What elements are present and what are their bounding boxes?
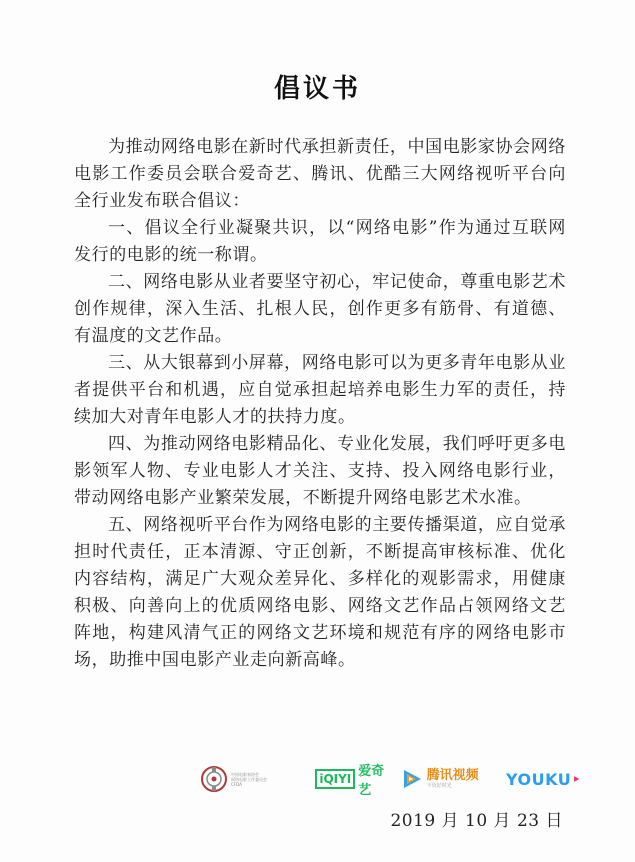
youku-name: YOUKU bbox=[505, 769, 572, 789]
proposal-item-1: 一、倡议全行业凝聚共识，以“网络电影”作为通过互联网发行的电影的统一称谓。 bbox=[74, 218, 566, 265]
tencent-name: 腾讯视频 bbox=[426, 768, 479, 783]
tencent-slogan: 不负好时光 bbox=[426, 783, 452, 789]
document-date: 2019 月 10 月 23 日 bbox=[390, 811, 563, 831]
document-body bbox=[74, 134, 566, 674]
cfa-line-2: 网络电影工作委员会 bbox=[231, 776, 267, 782]
intro-paragraph: 为推动网络电影在新时代承担新责任，中国电影家协会网络电影工作委员会联合爱奇艺、腾讯、优酷三大网络视听平台向全行业发布联合倡议： bbox=[74, 137, 566, 211]
sponsor-logos bbox=[200, 762, 580, 796]
iqiyi-logo bbox=[315, 762, 395, 796]
cfa-line-3: CFDA bbox=[231, 781, 242, 787]
tencent-play-icon bbox=[401, 768, 423, 790]
youku-play-icon bbox=[573, 773, 580, 785]
tencent-video-logo bbox=[401, 762, 501, 796]
proposal-item-4: 四、为推动网络电影精品化、专业化发展，我们呼吁更多电影领军人物、专业电影人才关注、支持、投入网络电影行业，带动网络电影产业繁荣发展，不断提升网络电影艺术水准。 bbox=[74, 434, 566, 508]
document-title: 倡议书 bbox=[273, 74, 361, 104]
proposal-item-5: 五、网络视听平台作为网络电影的主要传播渠道，应自觉承担时代责任，正本清源、守正创新，不断提高审核标准、优化内容结构，满足广大观众差异化、多样化的观影需求，用健康积极、向善向上的优质网络电影、网络文艺作品占领网络文艺阵地，构建风清气正的网络文艺环境和规范有序的网络电影市场，助推中国电影产业走向新高峰。 bbox=[74, 515, 566, 670]
proposal-item-2: 二、网络电影从业者要坚守初心，牢记使命，尊重电影艺术创作规律，深入生活、扎根人民，创作更多有筋骨、有道德、有温度的文艺作品。 bbox=[74, 272, 566, 346]
iqiyi-name: 爱奇艺 bbox=[358, 764, 385, 798]
cfa-logo bbox=[200, 762, 310, 796]
youku-logo bbox=[506, 762, 580, 796]
iqiyi-mark: iQIYI bbox=[315, 769, 355, 789]
proposal-item-3: 三、从大银幕到小屏幕，网络电影可以为更多青年电影从业者提供平台和机遇，应自觉承担起培养电影生力军的责任，持续加大对青年电影人才的扶持力度。 bbox=[74, 353, 566, 427]
film-association-emblem-icon bbox=[200, 765, 228, 793]
cfa-line-1: 中国电影家协会 bbox=[231, 771, 259, 777]
